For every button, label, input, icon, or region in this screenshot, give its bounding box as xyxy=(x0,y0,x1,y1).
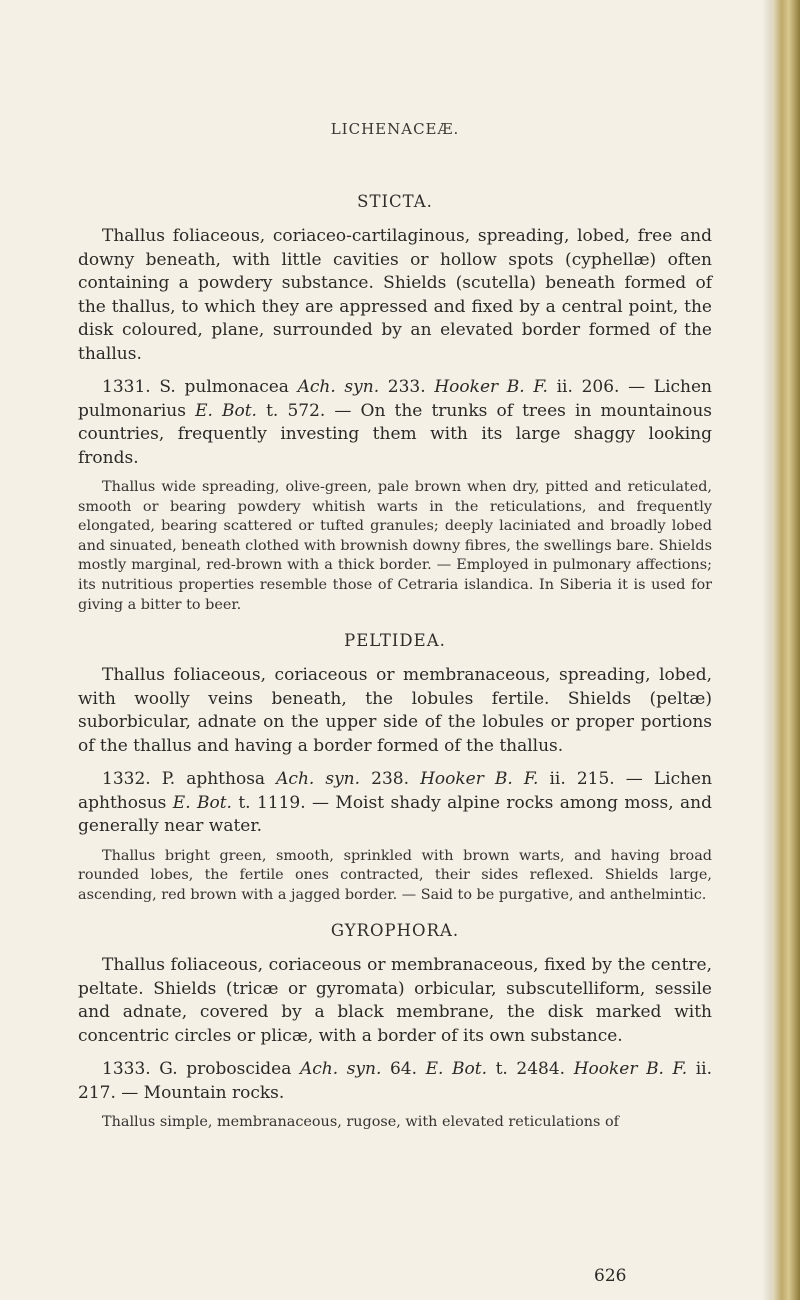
reference-number: ii. 215. xyxy=(549,769,615,790)
section-title: STICTA. xyxy=(357,192,433,211)
page-number: 626 xyxy=(594,1266,627,1286)
section-peltidea xyxy=(78,631,712,905)
page-edge xyxy=(772,0,800,1300)
genus-description: Thallus foliaceous, coriaceous or membranaceous, spreading, lobed, with woolly veins beneath, the lobules fertile. Shields (peltæ) suborbicular, adnate on the upper side of the lobules or proper portions of the thallus and having a border formed of the thallus. xyxy=(78,665,712,756)
habitat: — Mountain rocks. xyxy=(121,1082,285,1103)
page-content xyxy=(78,110,712,1133)
reference-number: 238. xyxy=(371,769,409,790)
synonym: — Lichen aphthosus xyxy=(78,769,713,813)
reference-number: t. 1119. xyxy=(238,792,306,813)
reference-number: t. 572. xyxy=(266,400,326,421)
species-name: P. aphthosa xyxy=(161,769,266,790)
synonym: — Lichen pulmonarius xyxy=(78,377,713,421)
species-entry xyxy=(78,1058,712,1105)
section-title: PELTIDEA. xyxy=(344,631,446,651)
species-name: G. proboscidea xyxy=(159,1059,292,1080)
reference: Ach. syn. xyxy=(297,377,380,397)
species-note: Thallus bright green, smooth, sprinkled with brown warts, and having broad rounded lobes, the fertile ones contracted, their sides reflexed. Shields large, ascending, red brown with a jagged border. — Said to be purgative, and anthelmintic. xyxy=(78,847,712,903)
entry-number: 1332. xyxy=(102,769,151,790)
entry-number: 1333. xyxy=(102,1059,151,1080)
reference-number: 233. xyxy=(387,377,426,397)
section-sticta xyxy=(78,192,712,615)
reference: E. Bot. xyxy=(172,792,232,813)
reference: E. Bot. xyxy=(425,1059,487,1080)
reference-number: ii. 206. xyxy=(556,377,620,397)
reference: Ach. syn. xyxy=(299,1059,382,1080)
species-name: S. pulmonacea xyxy=(159,377,289,397)
running-head: LICHENACEÆ. xyxy=(330,120,460,138)
reference-number: t. 2484. xyxy=(495,1059,566,1080)
reference: Ach. syn. xyxy=(276,769,361,790)
species-note: Thallus wide spreading, olive-green, pale brown when dry, pitted and reticulated, smooth or bearing powdery whitish warts in the reticulations, and frequently elongated, bearing scattered or tufted granules; deeply laciniated and broadly lobed and sinuated, beneath clothed with brownish downy fibres, the swellings bare. Shields mostly marginal, red-brown with a thick border. — Employed in pulmonary affections; its nutritious properties resemble those of Cetraria islandica. In Siberia it is used for giving a bitter to beer. xyxy=(78,479,712,613)
reference: Hooker B. F. xyxy=(434,377,548,397)
genus-description: Thallus foliaceous, coriaceo-cartilaginous, spreading, lobed, free and downy beneath, with little cavities or hollow spots (cyphellæ) often containing a powdery substance. Shields (scutella) beneath formed of the thallus, to which they are appressed and fixed by a central point, the disk coloured, plane, surrounded by an elevated border formed of the thallus. xyxy=(78,226,712,364)
reference: Hooker B. F. xyxy=(420,769,539,790)
section-title: GYROPHORA. xyxy=(330,921,460,941)
reference: Hooker B. F. xyxy=(573,1059,688,1080)
habitat: — Moist shady alpine rocks among moss, and generally near water. xyxy=(78,792,712,837)
page-gutter-shadow xyxy=(762,0,772,1300)
habitat: — On the trunks of trees in mountainous countries, frequently investing them with its large shaggy looking fronds. xyxy=(78,400,713,468)
reference-number: ii. 217. xyxy=(78,1059,712,1103)
genus-description: Thallus foliaceous, coriaceous or membranaceous, fixed by the centre, peltate. Shields (tricæ or gyromata) orbicular, subscutelliform, sessile and adnate, covered by a black membrane, the disk marked with concentric circles or plicæ, with a border of its own substance. xyxy=(78,955,712,1046)
species-note: Thallus simple, membranaceous, rugose, with elevated reticulations of xyxy=(102,1114,619,1131)
reference: E. Bot. xyxy=(195,400,257,421)
entry-number: 1331. xyxy=(102,377,151,397)
section-gyrophora xyxy=(78,921,712,1133)
species-entry xyxy=(78,768,712,839)
species-entry xyxy=(78,376,712,470)
reference-number: 64. xyxy=(389,1059,418,1080)
